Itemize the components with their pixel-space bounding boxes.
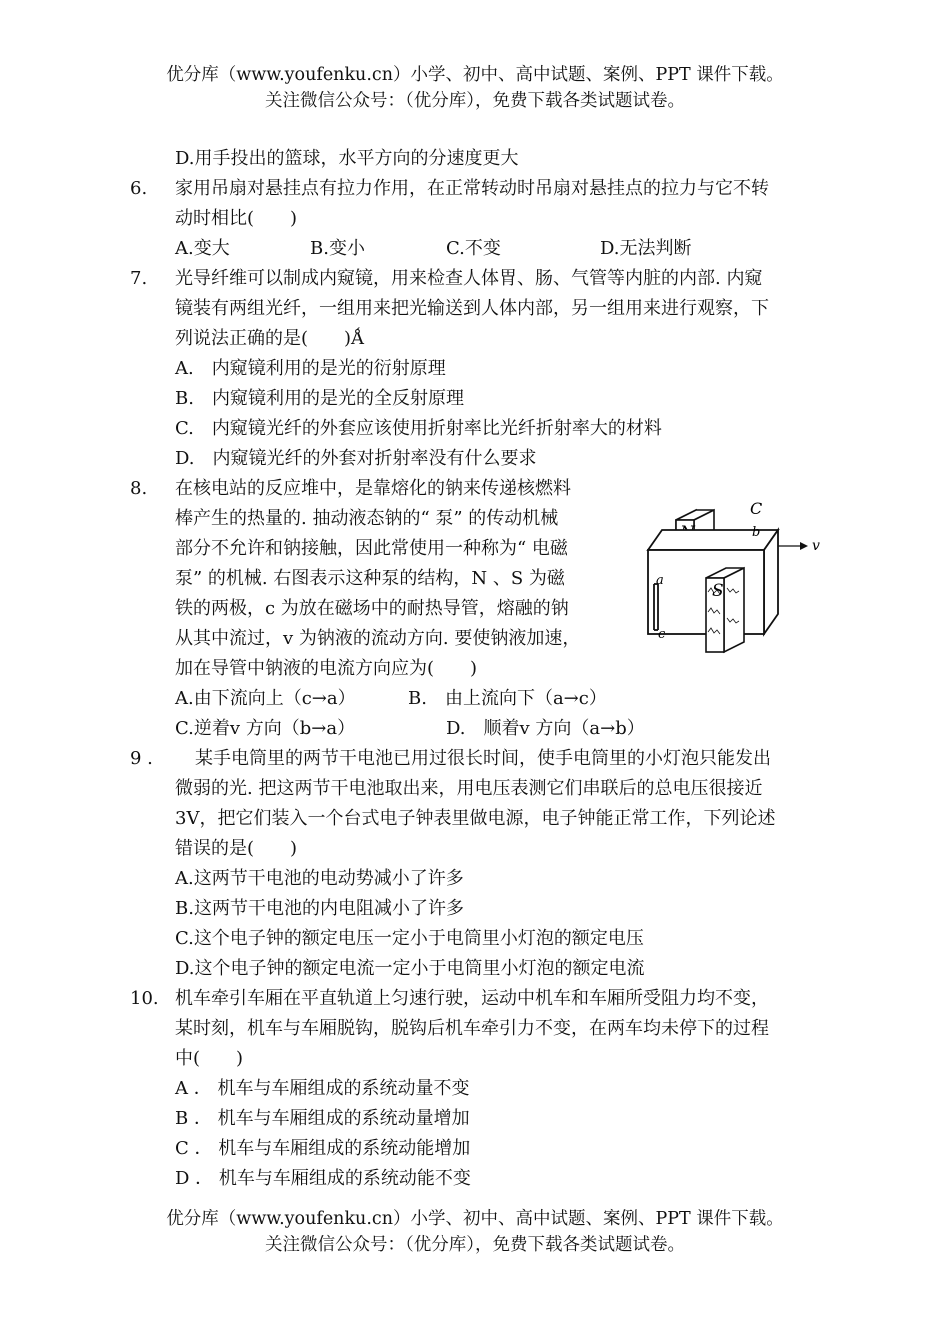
footer-line-1: 优分库（www.youfenku.cn）小学、初中、高中试题、案例、PPT 课件下载。	[166, 1209, 784, 1229]
q6-option-a: A.变大	[175, 238, 230, 259]
q7-number: 7.	[130, 268, 148, 289]
q8-line-2: 棒产生的热量的. 抽动液态钠的“ 泵” 的传动机械	[175, 508, 559, 529]
q7-option-a: A. 内窥镜利用的是光的衍射原理	[175, 358, 446, 379]
q9-line-3: 3V，把它们装入一个台式电子钟表里做电源，电子钟能正常工作，下列论述	[175, 808, 776, 829]
q6-option-b: B.变小	[310, 238, 365, 259]
q8-option-a: A.由下流向上（c→a）	[175, 688, 356, 709]
page-footer	[0, 1206, 950, 1258]
q8-line-7: 加在导管中钠液的电流方向应为( )	[175, 658, 478, 679]
flow-direction-arrow	[778, 542, 808, 550]
electromagnetic-pump-figure	[628, 492, 828, 672]
q8-line-3: 部分不允许和钠接触，因此常使用一种称为“ 电磁	[175, 538, 568, 559]
q5-option-d: D.用手投出的篮球，水平方向的分速度更大	[175, 148, 519, 169]
q9-option-a: A.这两节干电池的电动势减小了许多	[175, 868, 464, 889]
q9-line-2: 微弱的光. 把这两节干电池取出来，用电压表测它们串联后的总电压很接近	[175, 778, 763, 799]
q10-option-b: B ． 机车与车厢组成的系统动量增加	[175, 1108, 470, 1129]
q8-number: 8.	[130, 478, 148, 499]
q9-line-1: 某手电筒里的两节干电池已用过很长时间，使手电筒里的小灯泡只能发出	[195, 748, 771, 769]
label-c-top: C	[750, 499, 763, 518]
q7-option-b: B. 内窥镜利用的是光的全反射原理	[175, 388, 464, 409]
q9-number: 9 .	[130, 748, 153, 769]
q6-line-2: 动时相比( )	[175, 208, 298, 229]
q10-line-3: 中( )	[175, 1048, 244, 1069]
q9-option-b: B.这两节干电池的内电阻减小了许多	[175, 898, 464, 919]
q7-line-2: 镜装有两组光纤，一组用来把光输送到人体内部，另一组用来进行观察，下	[175, 298, 769, 319]
footer-line-2: 关注微信公众号：（优分库），免费下载各类试题试卷。	[265, 1235, 685, 1255]
q10-number: 10.	[130, 988, 159, 1009]
q6-line-1: 家用吊扇对悬挂点有拉力作用，在正常转动时吊扇对悬挂点的拉力与它不转	[175, 178, 769, 199]
q8-option-b: B. 由上流向下（a→c）	[408, 688, 607, 709]
q7-line-1: 光导纤维可以制成内窥镜，用来检查人体胃、肠、气管等内脏的内部. 内窥	[175, 268, 763, 289]
label-a: a	[656, 573, 664, 588]
q7-option-c: C. 内窥镜光纤的外套应该使用折射率比光纤折射率大的材料	[175, 418, 662, 439]
q9-option-d: D.这个电子钟的额定电流一定小于电筒里小灯泡的额定电流	[175, 958, 645, 979]
q8-option-c: C.逆着v 方向（b→a）	[175, 718, 356, 739]
q8-line-5: 铁的两极，c 为放在磁场中的耐热导管，熔融的钠	[175, 598, 569, 619]
q7-line-3: 列说法正确的是( )Ǻ	[175, 328, 365, 349]
q8-option-d: D. 顺着v 方向（a→b）	[446, 718, 645, 739]
q8-line-4: 泵” 的机械. 右图表示这种泵的结构，N 、S 为磁	[175, 568, 565, 589]
q8-line-6: 从其中流过，v 为钠液的流动方向. 要使钠液加速，	[175, 628, 581, 649]
page-header	[0, 62, 950, 114]
q10-line-1: 机车牵引车厢在平直轨道上匀速行驶，运动中机车和车厢所受阻力均不变，	[175, 988, 769, 1009]
q9-option-c: C.这个电子钟的额定电压一定小于电筒里小灯泡的额定电压	[175, 928, 644, 949]
q9-line-4: 错误的是( )	[175, 838, 298, 859]
q10-option-d: D ． 机车与车厢组成的系统动能不变	[175, 1168, 471, 1189]
label-s: S	[712, 581, 724, 601]
q6-option-d: D.无法判断	[600, 238, 692, 259]
q6-option-c: C.不变	[446, 238, 501, 259]
label-b: b	[752, 525, 761, 540]
q10-option-a: A ． 机车与车厢组成的系统动量不变	[175, 1078, 470, 1099]
q10-line-2: 某时刻，机车与车厢脱钩，脱钩后机车牵引力不变，在两车均未停下的过程	[175, 1018, 769, 1039]
label-v: v	[812, 538, 820, 554]
label-c: c	[658, 627, 666, 642]
q8-line-1: 在核电站的反应堆中，是靠熔化的钠来传递核燃料	[175, 478, 571, 499]
header-line-1: 优分库（www.youfenku.cn）小学、初中、高中试题、案例、PPT 课件下载。	[166, 65, 784, 85]
q7-option-d: D. 内窥镜光纤的外套对折射率没有什么要求	[175, 448, 537, 469]
q10-option-c: C ． 机车与车厢组成的系统动能增加	[175, 1138, 471, 1159]
header-line-2: 关注微信公众号：（优分库），免费下载各类试题试卷。	[265, 91, 685, 111]
q6-number: 6.	[130, 178, 148, 199]
